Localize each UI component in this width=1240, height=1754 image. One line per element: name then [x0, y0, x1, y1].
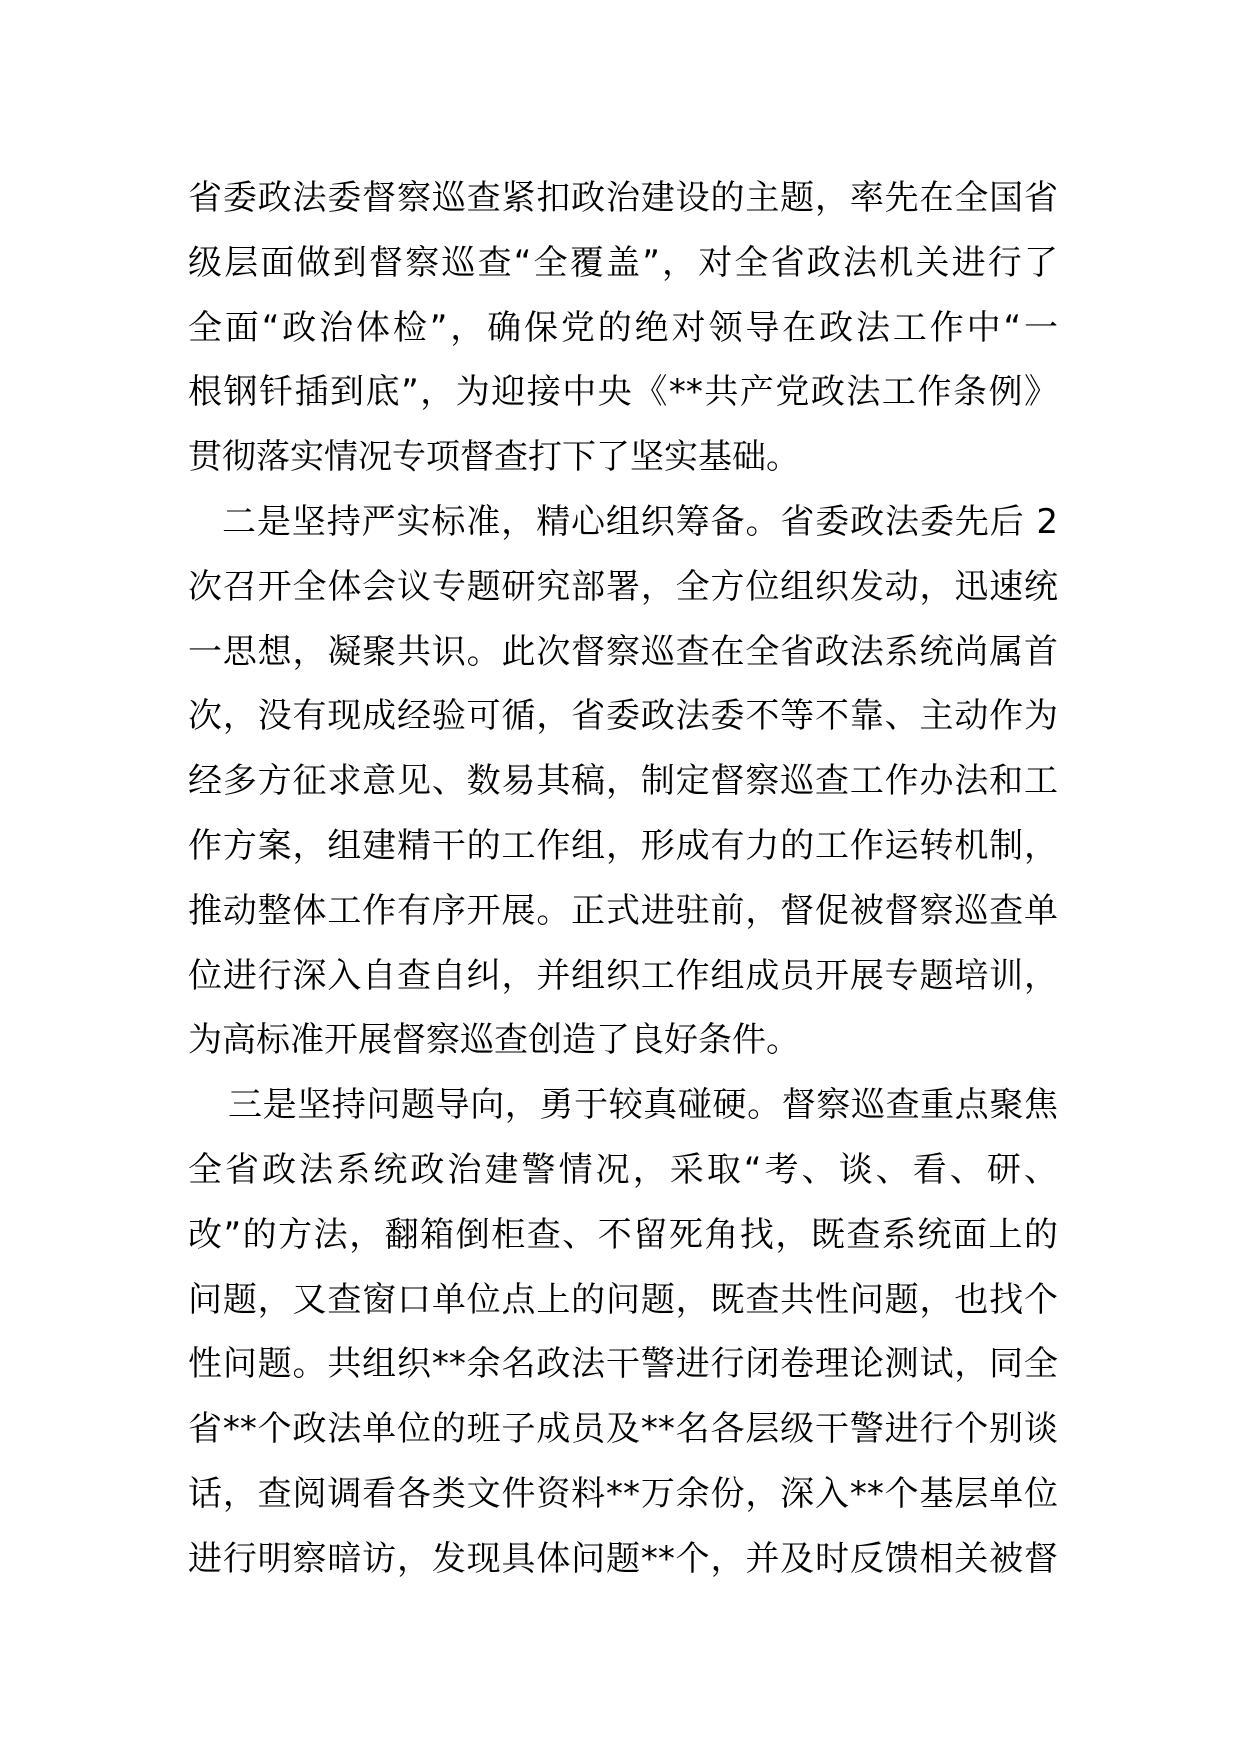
text-line: 话，查阅调看各类文件资料**万余份，深入**个基层单位 — [188, 1473, 1058, 1514]
text-line: 一思想，凝聚共识。此次督察巡查在全省政法系统尚属首 — [188, 631, 1058, 672]
text-line: 贯彻落实情况专项督查打下了坚实基础。 — [188, 437, 800, 478]
paragraph-3 — [188, 1073, 1058, 1591]
text-line: 二是坚持严实标准，精心组织筹备。省委政法委先后 2 — [222, 501, 1058, 542]
text-line: 进行明察暗访，发现具体问题**个，并及时反馈相关被督 — [188, 1538, 1058, 1579]
paragraph-1 — [188, 166, 1058, 490]
document-body — [188, 166, 1058, 1592]
text-line: 位进行深入自查自纠，并组织工作组成员开展专题培训， — [188, 955, 1058, 996]
text-line: 次，没有现成经验可循，省委政法委不等不靠、主动作为 — [188, 696, 1058, 737]
text-line: 推动整体工作有序开展。正式进驻前，督促被督察巡查单 — [188, 890, 1058, 931]
text-line: 经多方征求意见、数易其稿，制定督察巡查工作办法和工 — [188, 761, 1058, 802]
text-line: 为高标准开展督察巡查创造了良好条件。 — [188, 1020, 800, 1061]
text-line: 作方案，组建精干的工作组，形成有力的工作运转机制， — [188, 825, 1058, 866]
text-line: 根钢钎插到底”，为迎接中央《**共产党政法工作条例》 — [188, 372, 1058, 413]
text-line: 改”的方法，翻箱倒柜查、不留死角找，既查系统面上的 — [188, 1214, 1058, 1255]
text-line: 省委政法委督察巡查紧扣政治建设的主题，率先在全国省 — [188, 178, 1058, 218]
paragraph-2 — [188, 490, 1058, 1073]
text-line: 全面“政治体检”，确保党的绝对领导在政法工作中“一 — [188, 307, 1058, 348]
text-line: 级层面做到督察巡查“全覆盖”，对全省政法机关进行了 — [188, 242, 1058, 283]
text-line: 省**个政法单位的班子成员及**名各层级干警进行个别谈 — [188, 1409, 1058, 1450]
text-line: 性问题。共组织**余名政法干警进行闭卷理论测试，同全 — [188, 1344, 1058, 1385]
text-line: 三是坚持问题导向，勇于较真碰硬。督察巡查重点聚焦 — [228, 1085, 1058, 1126]
text-line: 次召开全体会议专题研究部署，全方位组织发动，迅速统 — [188, 566, 1058, 607]
text-line: 问题，又查窗口单位点上的问题，既查共性问题，也找个 — [188, 1279, 1058, 1320]
text-line: 全省政法系统政治建警情况，采取“考、谈、看、研、 — [188, 1149, 1058, 1190]
